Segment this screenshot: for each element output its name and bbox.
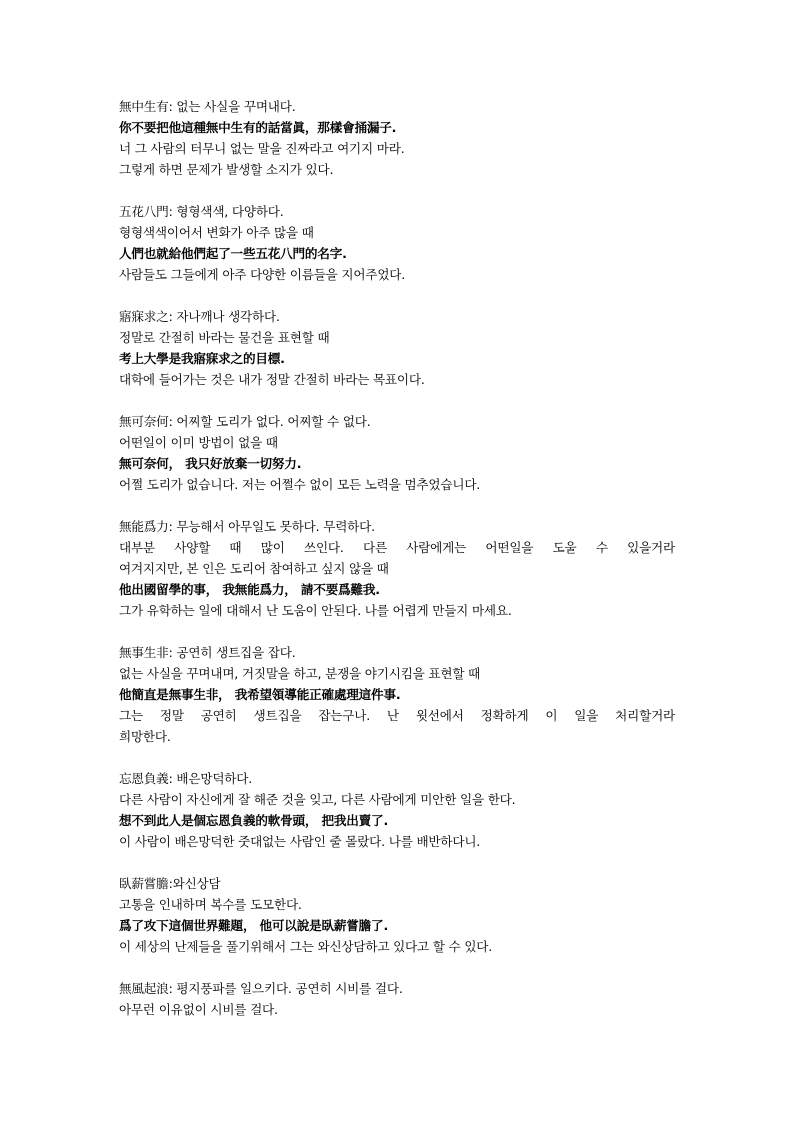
idiom-heading: 寤寐求之: 자나깨나 생각하다.: [119, 309, 280, 324]
idiom-heading: 無中生有: 없는 사실을 꾸며내다.: [119, 99, 296, 114]
example-translation: 이 사람이 배은망덕한 줏대없는 사람인 줄 몰랐다. 나를 배반하다니.: [119, 834, 481, 849]
example-translation: 그렇게 하면 문제가 발생할 소지가 있다.: [119, 162, 334, 177]
example-translation: 희망한다.: [119, 729, 171, 744]
example-translation: 어쩔 도리가 없습니다. 저는 어쩔수 없이 모든 노력을 멈추었습니다.: [119, 477, 481, 492]
usage-description: 아무런 이유없이 시비를 걸다.: [119, 1002, 278, 1017]
idiom-heading: 忘恩負義: 배은망덕하다.: [119, 771, 253, 786]
idiom-entry-wo-xin-chang-dan: [119, 873, 675, 957]
example-translation: 이 세상의 난제들을 풀기위해서 그는 와신상담하고 있다고 할 수 있다.: [119, 939, 493, 954]
idiom-entry-wu-shi-sheng-fei: [119, 642, 675, 747]
idiom-heading: 無能爲力: 무능해서 아무일도 못하다. 무력하다.: [119, 519, 375, 534]
example-sentence-chinese: 他簡直是無事生非， 我希望領導能正確處理這件事.: [119, 687, 401, 702]
idiom-heading: 五花八門: 형형색색, 다양하다.: [119, 204, 284, 219]
example-sentence-chinese: 考上大學是我寤寐求之的目標.: [119, 351, 285, 366]
usage-description: 다른 사람이 자신에게 잘 해준 것을 잊고, 다른 사람에게 미안한 일을 한다.: [119, 792, 516, 807]
example-translation: 그가 유학하는 일에 대해서 난 도움이 안된다. 나를 어렵게 만들지 마세요.: [119, 603, 512, 618]
usage-description: 없는 사실을 꾸며내며, 거짓말을 하고, 분쟁을 야기시킴을 표현할 때: [119, 666, 481, 681]
idiom-heading: 無可奈何: 어찌할 도리가 없다. 어찌할 수 없다.: [119, 414, 371, 429]
example-sentence-chinese: 你不要把他這種無中生有的話當眞，那樣會捅漏子.: [119, 120, 397, 135]
example-sentence-chinese: 無可奈何， 我只好放棄一切努力.: [119, 456, 302, 471]
example-sentence-chinese: 他出國留學的事， 我無能爲力， 請不要爲難我.: [119, 582, 380, 597]
idiom-entry-wu-feng-qi-lang: [119, 978, 675, 1020]
idiom-entry-wu-ke-nai-he: [119, 411, 675, 495]
document-body: [119, 96, 675, 1041]
idiom-entry-wu-zhong-sheng-you: [119, 96, 675, 180]
example-sentence-chinese: 爲了攻下這個世界難題， 他可以說是臥薪嘗膽了.: [119, 918, 389, 933]
example-sentence-chinese: 想不到此人是個忘恩負義的軟骨頭， 把我出賣了.: [119, 813, 389, 828]
idiom-heading: 無事生非: 공연히 생트집을 잡다.: [119, 645, 296, 660]
example-sentence-chinese: 人們也就給他們起了一些五花八門的名字.: [119, 246, 347, 261]
idiom-entry-wu-neng-wei-li: [119, 516, 675, 621]
usage-description: 형형색색이어서 변화가 아주 많을 때: [119, 225, 314, 240]
example-translation: 사람들도 그들에게 아주 다양한 이름들을 지어주었다.: [119, 267, 406, 282]
example-translation: 너 그 사람의 터무니 없는 말을 진짜라고 여기지 마라.: [119, 141, 405, 156]
usage-description: 고통을 인내하며 복수를 도모한다.: [119, 897, 302, 912]
example-translation: 그는 정말 공연히 생트집을 잡는구나. 난 윗선에서 정확하게 이 일을 처리할거라: [119, 708, 675, 723]
usage-description: 정말로 간절히 바라는 물건을 표현할 때: [119, 330, 330, 345]
idiom-entry-wu-hua-ba-men: [119, 201, 675, 285]
idiom-entry-wu-mei-qiu-zhi: [119, 306, 675, 390]
usage-description: 여겨지지만, 본 인은 도리어 참여하고 싶지 않을 때: [119, 561, 389, 576]
idiom-entry-wang-en-fu-yi: [119, 768, 675, 852]
usage-description: 어떤일이 이미 방법이 없을 때: [119, 435, 278, 450]
usage-description: 대부분 사양할 때 많이 쓰인다. 다른 사람에게는 어떤일을 도울 수 있을거라: [119, 540, 675, 555]
idiom-heading: 臥薪嘗膽:와신상담: [119, 876, 221, 891]
idiom-heading: 無風起浪: 평지풍파를 일으키다. 공연히 시비를 걸다.: [119, 981, 403, 996]
example-translation: 대학에 들어가는 것은 내가 정말 간절히 바라는 목표이다.: [119, 372, 425, 387]
